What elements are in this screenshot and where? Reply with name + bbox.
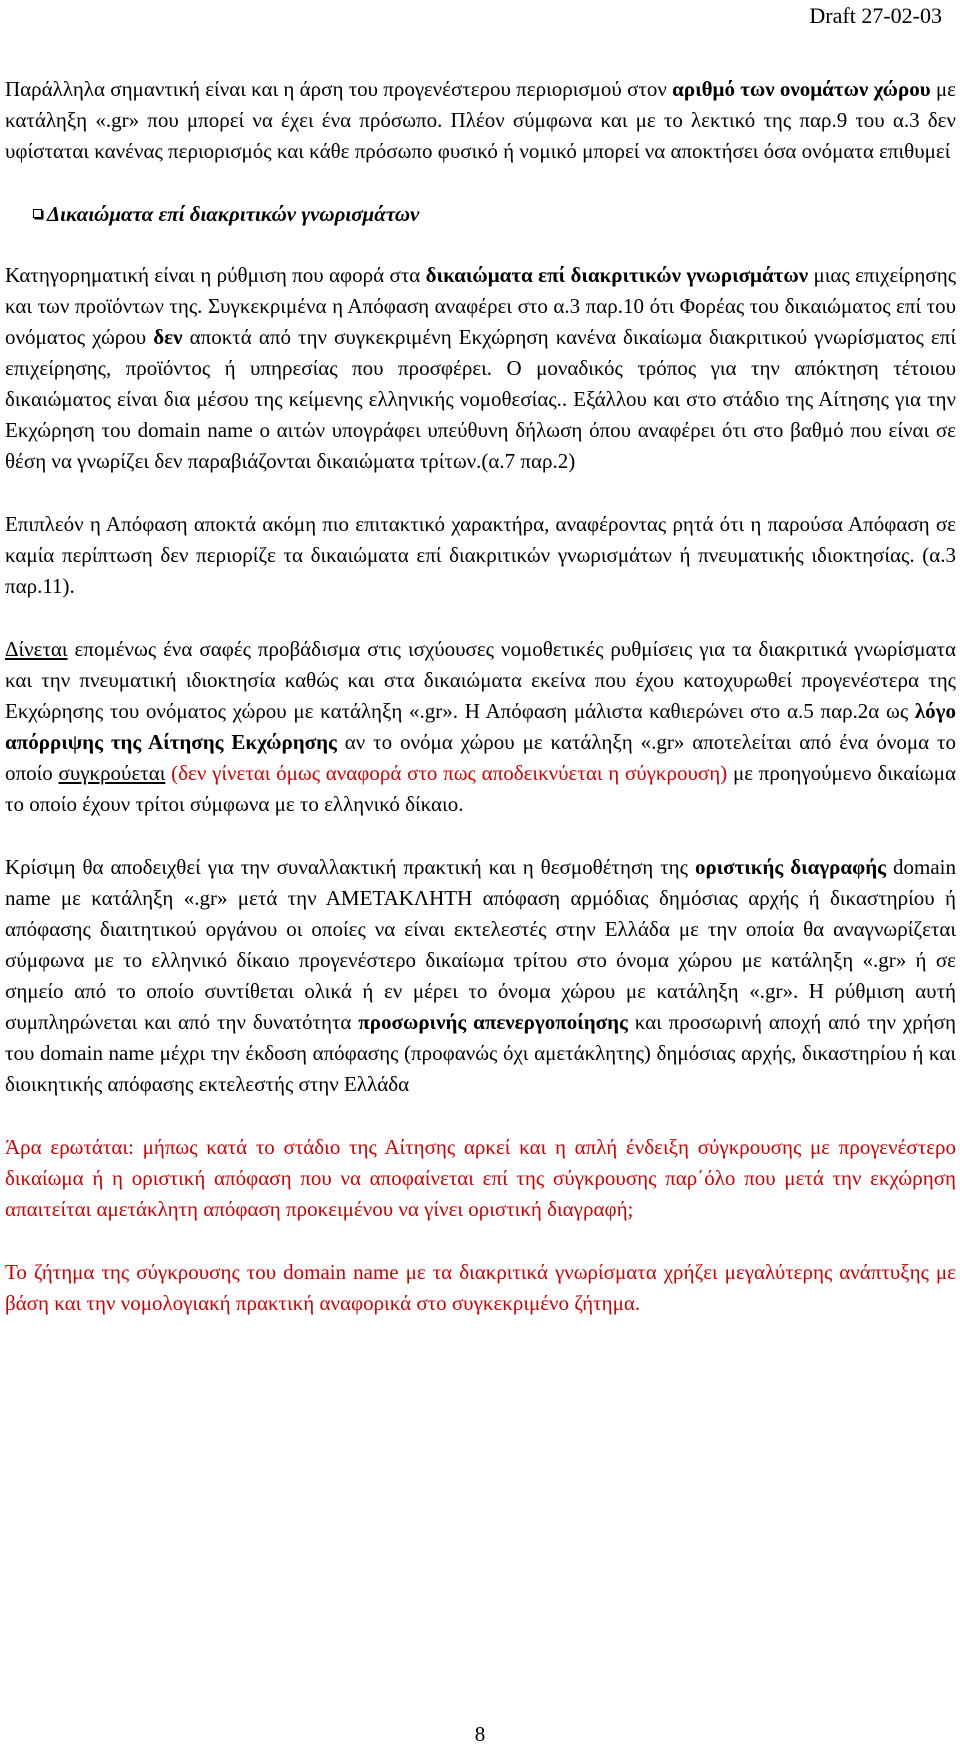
text-run: συγκρούεται [58,761,166,785]
text-run: δεν [153,325,183,349]
paragraph-name-limit [5,74,956,167]
text-run: οριστικής διαγραφής [694,855,887,879]
document-body [5,74,956,1319]
paragraph-conflict-issue [5,1257,956,1319]
section-heading [5,199,956,230]
text-run: Επιπλεόν η Απόφαση αποκτά ακόμη πιο επιτακτικό χαρακτήρα, αναφέροντας ρητά ότι η παρούσα Απόφαση σε καμία περίπτωση δεν περιορίζε τα δικαιώματα επί διακριτικών γνωρισμάτων ή πνευματικής ιδιοκτησίας. (α.3 παρ.11). [5,512,956,598]
text-run: Κρίσιμη θα αποδειχθεί για την συναλλακτική πρακτική και η θεσμοθέτηση της [5,855,695,879]
paragraph-decision-character [5,509,956,602]
paragraph-precedence [5,634,956,820]
draft-header: Draft 27-02-03 [809,3,942,28]
text-run: αν το ονόμα χώρου με κατάληξη «.gr» αποτελείται από ένα όνομα το οποίο [5,730,956,785]
text-run: Το ζήτημα της σύγκρουσης του domain name με τα διακριτικά γνωρίσματα χρήζει μεγαλύτερης ανάπτυξης με βάση και την νομολογιακή πρακτική αναφορικά στο συγκεκριμένο ζήτημα. [5,1260,956,1315]
paragraph-final-deletion [5,852,956,1100]
text-run: με προηγούμενο δικαίωμα το οποίο έχουν τρίτοι σύμφωνα με το ελληνικό δίκαιο. [5,761,957,816]
text-run: αριθμό των ονομάτων χώρου [672,77,931,101]
text-run: επομένως ένα σαφές προβάδισμα στις ισχύουσες νομοθετικές ρυθμίσεις για τα διακριτικά γνωρίσματα και την πνευματική ιδιοκτησία καθώς και στα δικαιώματα εκείνα που έχου κατοχυρωθεί προγενέστερα της Εκχώρησης του ονόματος χώρου με κατάληξη «.gr». Η Απόφαση μάλιστα καθιερώνει στο α.5 παρ.2α ως [5,637,956,723]
section-heading-label: Δικαιώματα επί διακριτικών γνωρισμάτων [47,202,420,226]
text-run: μιας επιχείρησης και των προϊόντων της. Συγκεκριμένα η Απόφαση αναφέρει στο α.3 παρ.10 ότι Φορέας του δικαιώματος επί του ονόματος χώρου [5,263,957,349]
checkbox-bullet-icon [33,209,42,218]
text-run: Κατηγορηματική είναι η ρύθμιση που αφορά στα [5,263,426,287]
text-run: (δεν γίνεται όμως αναφορά στο πως αποδεικνύεται η σύγκρουση) [171,761,728,785]
page-number: 8 [474,1722,486,1746]
paragraph-trademark-rights [5,260,956,477]
text-run: Δίνεται [5,637,68,661]
paragraph-question [5,1132,956,1225]
text-run: Παράλληλα σημαντική είναι και η άρση του προγενέστερου περιορισμού στον [5,77,673,101]
text-run: domain name με κατάληξη «.gr» μετά την ΑΜΕΤΑΚΛΗΤΗ απόφαση αρμόδιας δημόσιας αρχής ή δικαστηρίου ή απόφασης διαιτητικού οργάνου οι οποίες να είναι εκτελεστές στην Ελλάδα με την οποία θα αναγνωρίζεται σύμφωνα με το ελληνικό δίκαιο προγενέστερο δικαίωμα τρίτου στο όνομα χώρου με κατάληξη «.gr» ή σε σημείο από το οποίο συντίθεται ολικά ή εν μέρει το όνομα χώρου με κατάληξη «.gr». Η ρύθμιση αυτή συμπληρώνεται και από την δυνατότητα [5,855,956,1034]
text-run: Άρα ερωτάται: μήπως κατά το στάδιο της Αίτησης αρκεί και η απλή ένδειξη σύγκρουσης με προγενέστερο δικαίωμα ή η οριστική απόφαση που να αποφαίνεται επί της σύγκρουσης παρ΄όλο που μετά την εκχώρηση απαιτείται αμετάκλητη απόφαση προκειμένου να γίνει οριστική διαγραφή; [5,1135,956,1221]
text-run: αποκτά από την συγκεκριμένη Εκχώρηση κανένα δικαίωμα διακριτικού γνωρίσματος επί επιχείρησης, προϊόντος ή υπηρεσίας που προσφέρει. Ο μοναδικός τρόπος για την απόκτηση τέτοιου δικαιώματος είναι δια μέσου της κείμενης ελληνικής νομοθεσίας.. Εξάλλου και στο στάδιο της Αίτησης για την Εκχώρηση του domain name ο αιτών υπογράφει υπεύθυνη δήλωση όπου αναφέρει ότι στο βαθμό που είναι σε θέση να γνωρίζει δεν παραβιάζονται δικαιώματα τρίτων.(α.7 παρ.2) [5,325,956,473]
text-run: λόγο απόρριψης της Αίτησης Εκχώρησης [5,699,956,754]
text-run: δικαιώματα επί διακριτικών γνωρισμάτων [425,263,809,287]
text-run: και προσωρινή αποχή από την χρήση του domain name μέχρι την έκδοση απόφασης (προφανώς όχι αμετάκλητης) δημόσιας αρχής, δικαστηρίου ή και διοικητικής απόφασης εκτελεστής στην Ελλάδα [5,1010,956,1096]
text-run: με κατάληξη «.gr» που μπορεί να έχει ένα πρόσωπο. Πλέον σύμφωνα και με το λεκτικό της παρ.9 του α.3 δεν υφίσταται κανένας περιορισμός και κάθε πρόσωπο φυσικό ή νομικό μπορεί να αποκτήσει όσα ονόματα επιθυμεί [5,77,956,163]
text-run: προσωρινής απενεργοποίησης [358,1010,628,1034]
